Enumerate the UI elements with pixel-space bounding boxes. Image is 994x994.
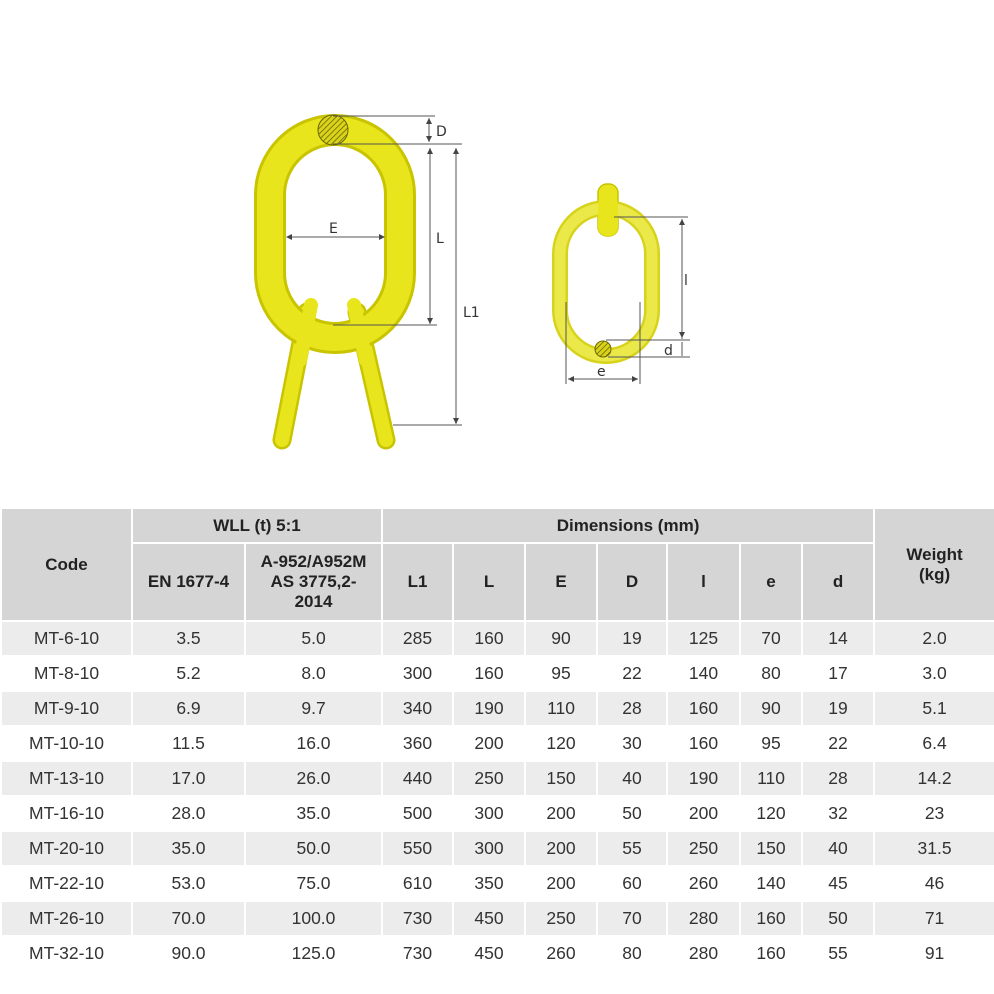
header-L: L	[453, 543, 525, 621]
cell-weight: 2.0	[874, 621, 994, 656]
cell-weight: 91	[874, 936, 994, 971]
cell-E: 110	[525, 691, 597, 726]
cell-astm: 35.0	[245, 796, 382, 831]
cell-l: 280	[667, 901, 740, 936]
cross-section-d	[595, 341, 611, 357]
header-en-1677-4: EN 1677-4	[132, 543, 245, 621]
cell-L1: 500	[382, 796, 453, 831]
cell-en: 5.2	[132, 656, 245, 691]
cell-d: 40	[802, 831, 874, 866]
cell-D: 19	[597, 621, 667, 656]
cell-e: 110	[740, 761, 802, 796]
cell-weight: 46	[874, 866, 994, 901]
header-code: Code	[1, 508, 132, 621]
cell-astm: 75.0	[245, 866, 382, 901]
header-weight	[874, 508, 994, 621]
cell-weight: 71	[874, 901, 994, 936]
cell-E: 90	[525, 621, 597, 656]
cell-D: 50	[597, 796, 667, 831]
cell-code: MT-8-10	[1, 656, 132, 691]
cell-code: MT-9-10	[1, 691, 132, 726]
label-L: L	[436, 231, 444, 247]
label-d: d	[664, 343, 673, 359]
header-dimensions-group: Dimensions (mm)	[382, 508, 874, 543]
cell-en: 6.9	[132, 691, 245, 726]
cell-astm: 16.0	[245, 726, 382, 761]
header-wll-group: WLL (t) 5:1	[132, 508, 382, 543]
table-body	[1, 621, 994, 971]
cell-en: 17.0	[132, 761, 245, 796]
cell-L1: 285	[382, 621, 453, 656]
cell-l: 125	[667, 621, 740, 656]
table-row	[1, 936, 994, 971]
table-row	[1, 691, 994, 726]
cell-E: 200	[525, 866, 597, 901]
cell-D: 70	[597, 901, 667, 936]
cell-e: 120	[740, 796, 802, 831]
header-l: l	[667, 543, 740, 621]
label-D: D	[436, 124, 447, 140]
table-row	[1, 901, 994, 936]
cell-en: 3.5	[132, 621, 245, 656]
cell-weight: 5.1	[874, 691, 994, 726]
cell-astm: 5.0	[245, 621, 382, 656]
cell-d: 32	[802, 796, 874, 831]
header-E: E	[525, 543, 597, 621]
cell-d: 28	[802, 761, 874, 796]
cell-L1: 610	[382, 866, 453, 901]
label-l: l	[684, 273, 688, 289]
cell-e: 160	[740, 901, 802, 936]
cell-L: 200	[453, 726, 525, 761]
cell-E: 120	[525, 726, 597, 761]
header-e: e	[740, 543, 802, 621]
cell-D: 60	[597, 866, 667, 901]
cell-D: 80	[597, 936, 667, 971]
cell-E: 200	[525, 796, 597, 831]
cell-D: 40	[597, 761, 667, 796]
cell-astm: 26.0	[245, 761, 382, 796]
cell-E: 95	[525, 656, 597, 691]
cell-code: MT-6-10	[1, 621, 132, 656]
table-row	[1, 621, 994, 656]
cell-e: 80	[740, 656, 802, 691]
cell-code: MT-20-10	[1, 831, 132, 866]
header-astm	[245, 543, 382, 621]
cell-D: 28	[597, 691, 667, 726]
cell-code: MT-16-10	[1, 796, 132, 831]
cell-code: MT-26-10	[1, 901, 132, 936]
cell-en: 53.0	[132, 866, 245, 901]
table-row	[1, 761, 994, 796]
cell-D: 30	[597, 726, 667, 761]
header-D: D	[597, 543, 667, 621]
cell-L: 160	[453, 656, 525, 691]
header-weight-line2: (kg)	[918, 564, 951, 584]
cell-astm: 125.0	[245, 936, 382, 971]
cross-section-D	[318, 115, 348, 145]
cell-e: 140	[740, 866, 802, 901]
cell-D: 22	[597, 656, 667, 691]
table-row	[1, 831, 994, 866]
cell-code: MT-10-10	[1, 726, 132, 761]
cell-d: 19	[802, 691, 874, 726]
header-astm-line3: 2014	[294, 592, 333, 611]
cell-L1: 340	[382, 691, 453, 726]
cell-L: 450	[453, 901, 525, 936]
label-E: E	[329, 221, 338, 237]
cell-code: MT-22-10	[1, 866, 132, 901]
cell-weight: 14.2	[874, 761, 994, 796]
cell-weight: 23	[874, 796, 994, 831]
cell-L: 250	[453, 761, 525, 796]
header-d: d	[802, 543, 874, 621]
cell-astm: 50.0	[245, 831, 382, 866]
table-row	[1, 796, 994, 831]
cell-E: 150	[525, 761, 597, 796]
cell-l: 160	[667, 691, 740, 726]
cell-D: 55	[597, 831, 667, 866]
cell-en: 28.0	[132, 796, 245, 831]
header-weight-line1: Weight	[906, 544, 963, 564]
cell-e: 95	[740, 726, 802, 761]
cell-L: 190	[453, 691, 525, 726]
cell-E: 260	[525, 936, 597, 971]
cell-L: 350	[453, 866, 525, 901]
cell-L: 160	[453, 621, 525, 656]
table-row	[1, 656, 994, 691]
cell-code: MT-32-10	[1, 936, 132, 971]
table-row	[1, 726, 994, 761]
cell-en: 35.0	[132, 831, 245, 866]
cell-l: 140	[667, 656, 740, 691]
cell-l: 250	[667, 831, 740, 866]
cell-L1: 440	[382, 761, 453, 796]
header-astm-line2: AS 3775,2-	[270, 572, 357, 591]
cell-astm: 100.0	[245, 901, 382, 936]
cell-d: 17	[802, 656, 874, 691]
cell-E: 200	[525, 831, 597, 866]
cell-L1: 730	[382, 936, 453, 971]
header-L1: L1	[382, 543, 453, 621]
cell-e: 70	[740, 621, 802, 656]
cell-d: 22	[802, 726, 874, 761]
cell-e: 90	[740, 691, 802, 726]
cell-L: 300	[453, 831, 525, 866]
header-astm-line1: A-952/A952M	[260, 552, 367, 571]
cell-l: 160	[667, 726, 740, 761]
cell-weight: 31.5	[874, 831, 994, 866]
cell-en: 70.0	[132, 901, 245, 936]
cell-L1: 300	[382, 656, 453, 691]
cell-e: 150	[740, 831, 802, 866]
cell-d: 45	[802, 866, 874, 901]
cell-L: 450	[453, 936, 525, 971]
cell-L1: 360	[382, 726, 453, 761]
label-e: e	[597, 364, 606, 380]
cell-l: 280	[667, 936, 740, 971]
cell-astm: 8.0	[245, 656, 382, 691]
table-row	[1, 866, 994, 901]
cell-E: 250	[525, 901, 597, 936]
cell-weight: 3.0	[874, 656, 994, 691]
cell-astm: 9.7	[245, 691, 382, 726]
specification-table	[0, 507, 994, 972]
cell-code: MT-13-10	[1, 761, 132, 796]
cell-l: 260	[667, 866, 740, 901]
cell-d: 55	[802, 936, 874, 971]
cell-weight: 6.4	[874, 726, 994, 761]
cell-d: 14	[802, 621, 874, 656]
cell-l: 190	[667, 761, 740, 796]
cell-L1: 730	[382, 901, 453, 936]
sub-link	[560, 184, 652, 356]
cell-en: 90.0	[132, 936, 245, 971]
label-L1: L1	[463, 305, 480, 321]
cell-l: 200	[667, 796, 740, 831]
cell-L1: 550	[382, 831, 453, 866]
cell-e: 160	[740, 936, 802, 971]
cell-L: 300	[453, 796, 525, 831]
cell-en: 11.5	[132, 726, 245, 761]
cell-d: 50	[802, 901, 874, 936]
